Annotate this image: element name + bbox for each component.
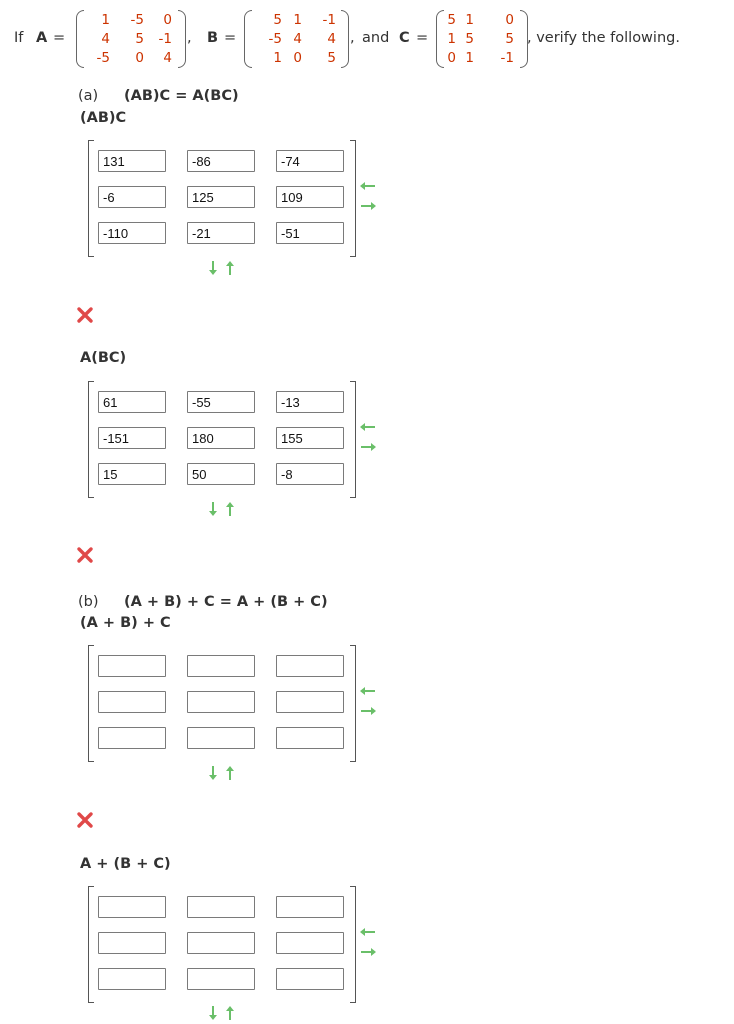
matrix-cell-input[interactable] bbox=[187, 896, 255, 918]
matrix-cell-input[interactable] bbox=[187, 391, 255, 413]
matrix-b-row bbox=[244, 12, 349, 28]
matrix-cell-input[interactable] bbox=[187, 222, 255, 244]
left-bracket bbox=[88, 886, 94, 1003]
matrix-cell-input[interactable] bbox=[276, 968, 344, 990]
part-b-equation: (A + B) + C = A + (B + C) bbox=[124, 594, 328, 610]
matrix-cell-input[interactable] bbox=[276, 150, 344, 172]
matrix-a-entry: 0 bbox=[135, 50, 144, 66]
left-right-arrows-icon[interactable] bbox=[358, 417, 378, 457]
left-right-arrows-icon[interactable] bbox=[358, 681, 378, 721]
matrix-cell-input[interactable] bbox=[187, 150, 255, 172]
red-x-icon bbox=[76, 811, 94, 829]
matrix-a-entry: 4 bbox=[101, 31, 110, 47]
matrix-cell-input[interactable] bbox=[98, 655, 166, 677]
matrix-cell-input[interactable] bbox=[187, 186, 255, 208]
matrix-cell-input[interactable] bbox=[187, 691, 255, 713]
matrix-c bbox=[436, 10, 528, 68]
matrix-c-entry: 5 bbox=[465, 31, 474, 47]
down-up-arrows-icon[interactable] bbox=[203, 1004, 239, 1022]
verify-text: , verify the following. bbox=[527, 30, 680, 46]
matrix-cell-input[interactable] bbox=[98, 222, 166, 244]
matrix-cell-input[interactable] bbox=[98, 391, 166, 413]
matrix-cell-input[interactable] bbox=[276, 391, 344, 413]
matrix-a-row bbox=[76, 12, 186, 28]
answer-matrix-abc bbox=[88, 140, 388, 260]
matrix-cell-input[interactable] bbox=[187, 655, 255, 677]
right-bracket bbox=[350, 645, 356, 762]
matrix-cell-input[interactable] bbox=[276, 463, 344, 485]
matrix-b-entry: 4 bbox=[327, 31, 336, 47]
matrix-cell-input[interactable] bbox=[98, 150, 166, 172]
answer-matrix-a-bc bbox=[88, 381, 388, 501]
left-right-arrows-icon[interactable] bbox=[358, 922, 378, 962]
answer-matrix-a-bpc bbox=[88, 886, 388, 1006]
matrix-cell-input[interactable] bbox=[276, 932, 344, 954]
red-x-icon bbox=[76, 306, 94, 324]
matrix-cell-input[interactable] bbox=[187, 968, 255, 990]
matrix-cell-input[interactable] bbox=[187, 932, 255, 954]
matrix-b-entry: 5 bbox=[327, 50, 336, 66]
left-right-arrows-icon[interactable] bbox=[358, 176, 378, 216]
matrix-a-entry: 1 bbox=[101, 12, 110, 28]
left-bracket bbox=[88, 645, 94, 762]
matrix-a-row bbox=[76, 31, 186, 47]
matrix-cell-input[interactable] bbox=[187, 727, 255, 749]
matrix-b-entry: -1 bbox=[322, 12, 336, 28]
matrix-a-entry: -5 bbox=[130, 12, 144, 28]
comma: , bbox=[350, 30, 355, 46]
part-a-equation: (AB)C = A(BC) bbox=[124, 88, 239, 104]
matrix-c-entry: 0 bbox=[505, 12, 514, 28]
matrix-cell-input[interactable] bbox=[276, 222, 344, 244]
matrix-b-row bbox=[244, 31, 349, 47]
matrix-a-row bbox=[76, 50, 186, 66]
matrix-a-name: A bbox=[36, 30, 48, 46]
down-up-arrows-icon[interactable] bbox=[203, 259, 239, 277]
matrix-a bbox=[76, 10, 186, 68]
block-heading: (A + B) + C bbox=[80, 615, 171, 631]
answer-matrix-apb-c bbox=[88, 645, 388, 765]
block-heading: A + (B + C) bbox=[80, 856, 171, 872]
matrix-cell-input[interactable] bbox=[276, 427, 344, 449]
matrix-b-entry: 1 bbox=[273, 50, 282, 66]
matrix-c-entry: 1 bbox=[465, 12, 474, 28]
matrix-cell-input[interactable] bbox=[276, 691, 344, 713]
matrix-b bbox=[244, 10, 349, 68]
red-x-icon bbox=[76, 546, 94, 564]
down-up-arrows-icon[interactable] bbox=[203, 500, 239, 518]
matrix-a-entry: 5 bbox=[135, 31, 144, 47]
matrix-a-entry: 0 bbox=[163, 12, 172, 28]
block-heading: A(BC) bbox=[80, 350, 127, 366]
part-b-label: (b) bbox=[78, 594, 99, 610]
matrix-c-entry: 1 bbox=[447, 31, 456, 47]
matrix-b-entry: 5 bbox=[273, 12, 282, 28]
matrix-cell-input[interactable] bbox=[276, 186, 344, 208]
matrix-a-entry: -5 bbox=[96, 50, 110, 66]
down-up-arrows-icon[interactable] bbox=[203, 764, 239, 782]
matrix-c-row bbox=[436, 50, 528, 66]
matrix-cell-input[interactable] bbox=[276, 655, 344, 677]
part-a-label: (a) bbox=[78, 88, 99, 104]
and-label: and bbox=[362, 30, 390, 46]
matrix-a-entry: 4 bbox=[163, 50, 172, 66]
matrix-a-entry: -1 bbox=[158, 31, 172, 47]
equals-sign: = bbox=[416, 30, 429, 46]
matrix-c-entry: 5 bbox=[505, 31, 514, 47]
matrix-c-name: C bbox=[399, 30, 410, 46]
matrix-b-entry: 4 bbox=[293, 31, 302, 47]
matrix-cell-input[interactable] bbox=[98, 186, 166, 208]
matrix-c-row bbox=[436, 12, 528, 28]
matrix-c-entry: 1 bbox=[465, 50, 474, 66]
matrix-cell-input[interactable] bbox=[98, 896, 166, 918]
matrix-cell-input[interactable] bbox=[276, 727, 344, 749]
matrix-c-entry: 0 bbox=[447, 50, 456, 66]
left-bracket bbox=[88, 140, 94, 257]
if-label: If bbox=[14, 30, 24, 46]
matrix-cell-input[interactable] bbox=[98, 727, 166, 749]
comma: , bbox=[187, 30, 192, 46]
matrix-b-name: B bbox=[207, 30, 219, 46]
right-bracket bbox=[350, 140, 356, 257]
matrix-cell-input[interactable] bbox=[98, 427, 166, 449]
matrix-cell-input[interactable] bbox=[98, 932, 166, 954]
matrix-cell-input[interactable] bbox=[276, 896, 344, 918]
matrix-cell-input[interactable] bbox=[98, 968, 166, 990]
matrix-cell-input[interactable] bbox=[98, 691, 166, 713]
matrix-b-entry: -5 bbox=[268, 31, 282, 47]
matrix-b-entry: 0 bbox=[293, 50, 302, 66]
matrix-c-entry: 5 bbox=[447, 12, 456, 28]
left-bracket bbox=[88, 381, 94, 498]
matrix-cell-input[interactable] bbox=[187, 463, 255, 485]
matrix-b-row bbox=[244, 50, 349, 66]
matrix-cell-input[interactable] bbox=[98, 463, 166, 485]
block-heading: (AB)C bbox=[80, 110, 127, 126]
matrix-c-row bbox=[436, 31, 528, 47]
right-bracket bbox=[350, 381, 356, 498]
right-bracket bbox=[350, 886, 356, 1003]
matrix-cell-input[interactable] bbox=[187, 427, 255, 449]
matrix-b-entry: 1 bbox=[293, 12, 302, 28]
equals-sign: = bbox=[224, 30, 237, 46]
matrix-c-entry: -1 bbox=[500, 50, 514, 66]
equals-sign: = bbox=[53, 30, 66, 46]
